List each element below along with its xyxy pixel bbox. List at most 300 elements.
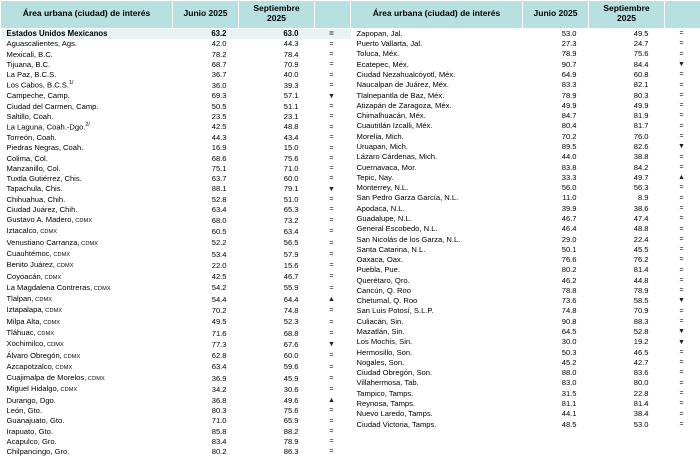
trend-equal-icon: = [665,90,700,100]
cell-septiembre-value: 70.9 [589,306,665,316]
header-junio: Junio 2025 [173,1,239,29]
cell-septiembre-value: 79.1 [239,184,315,194]
right-column-block [350,0,700,441]
trend-equal-icon: = [315,122,351,133]
cell-junio-value: 53.4 [173,249,239,260]
trend-down-icon: ▼ [665,296,700,306]
table-row [351,378,700,388]
table-row [351,327,700,337]
cell-junio-value: 78.8 [523,286,589,296]
table-row [1,101,351,111]
cell-area: Puebla, Pue. [351,265,523,275]
cell-area: Tláhuac, CDMX [1,328,173,339]
cell-septiembre-value: 73.2 [239,215,315,226]
header-area: Área urbana (ciudad) de interés [1,1,173,29]
cell-area: Cancún, Q. Roo [351,286,523,296]
table-row [1,362,351,373]
cell-area: Venustiano Carranza, CDMX [1,237,173,248]
cell-septiembre-value: 78.4 [239,49,315,59]
trend-up-icon: ▲ [315,395,351,405]
cell-area: Zapopan, Jal. [351,28,523,39]
cell-septiembre-value: 46.7 [239,271,315,282]
area-qualifier: CDMX [80,241,99,247]
cell-septiembre-value: 74.8 [239,305,315,316]
table-row [351,142,700,152]
table-row [1,271,351,282]
table-row [1,426,351,436]
cell-septiembre-value: 48.8 [589,224,665,234]
cell-area: La Laguna, Coah.-Dgo.$^{2/}$ [1,122,173,133]
cell-septiembre-value: 81.4 [589,265,665,275]
cell-area: La Paz, B.C.S. [1,70,173,80]
cell-area: Colima, Col. [1,153,173,163]
cell-junio-value: 27.3 [523,39,589,49]
cell-area: Saltillo, Coah. [1,112,173,122]
table-row [1,194,351,204]
cell-septiembre-value: 80.0 [589,378,665,388]
trend-equal-icon: = [315,80,351,91]
table-row [351,244,700,254]
header-junio: Junio 2025 [523,1,589,29]
area-qualifier: CDMX [36,331,55,337]
table-row [1,416,351,426]
cell-septiembre-value: 38.8 [589,152,665,162]
trend-equal-icon: = [665,80,700,90]
area-qualifier: CDMX [86,376,105,382]
table-row [1,384,351,395]
cell-area: Ciudad Nezahualcóyotl, Méx. [351,70,523,80]
cell-septiembre-value: 80.3 [589,90,665,100]
cell-junio-value: 60.5 [173,226,239,237]
cell-junio-value: 68.6 [173,153,239,163]
cell-septiembre-value: 46.5 [589,347,665,357]
cell-junio-value: 64.5 [523,327,589,337]
table-row [1,80,351,91]
table-row [1,373,351,384]
cell-septiembre-value: 75.6 [239,406,315,416]
cell-junio-value: 44.3 [173,133,239,143]
cell-area: Aguascalientes, Ags. [1,39,173,49]
cell-area: Benito Juárez, CDMX [1,260,173,271]
cell-septiembre-value: 57.1 [239,91,315,101]
cell-septiembre-value: 15.0 [239,143,315,153]
trend-down-icon: ▼ [315,91,351,101]
cell-area: Naucalpan de Juárez, Méx. [351,80,523,90]
table-row [351,111,700,121]
cell-area: Oaxaca, Oax. [351,255,523,265]
trend-equal-icon: = [315,39,351,49]
cell-junio-value: 36.0 [173,80,239,91]
cell-septiembre-value: 64.4 [239,294,315,305]
cell-area: Querétaro, Qro. [351,275,523,285]
cell-junio-value: 50.5 [173,101,239,111]
area-qualifier: CDMX [39,229,58,235]
cell-septiembre-value: 84.2 [589,162,665,172]
table-row [1,226,351,237]
cell-junio-value: 46.2 [523,275,589,285]
table-row [351,152,700,162]
table-row [1,406,351,416]
table-row [1,174,351,184]
cell-area: Miguel Hidalgo, CDMX [1,384,173,395]
table-row [351,90,700,100]
cell-junio-value: 80.4 [523,121,589,131]
cell-junio-value: 63.4 [173,205,239,215]
cell-septiembre-value: 39.3 [239,80,315,91]
table-row [351,121,700,131]
cell-area: Nogales, Son. [351,358,523,368]
trend-equal-icon: = [665,244,700,254]
cell-junio-value: 42.0 [173,39,239,49]
header-septiembre: Septiembre 2025 [589,1,665,29]
cell-area: Chetumal, Q. Roo [351,296,523,306]
table-row [351,224,700,234]
trend-equal-icon: = [315,60,351,70]
trend-equal-icon: = [665,183,700,193]
table-row [351,306,700,316]
table-row [1,49,351,59]
cell-area: Durango, Dgo. [1,395,173,405]
cell-area: Mexicali, B.C. [1,49,173,59]
footnote-marker: 1/ [69,80,73,86]
cell-septiembre-value: 47.4 [589,214,665,224]
trend-equal-icon: = [665,121,700,131]
trend-down-icon: ▼ [665,327,700,337]
trend-equal-icon: = [315,249,351,260]
trend-equal-icon: = [665,368,700,378]
trend-equal-icon: = [665,203,700,213]
area-qualifier: CDMX [59,387,78,393]
cell-area: San Luis Potosí, S.L.P. [351,306,523,316]
trend-equal-icon: = [315,406,351,416]
trend-equal-icon: = [315,316,351,327]
footnote-marker: 2/ [85,122,89,128]
table-row [1,133,351,143]
cell-septiembre-value: 8.9 [589,193,665,203]
cell-area: Cuajimalpa de Morelos, CDMX [1,373,173,384]
trend-equal-icon: = [315,153,351,163]
cell-septiembre-value: 60.8 [589,70,665,80]
cell-septiembre-value: 59.6 [239,362,315,373]
cell-junio-value: 78.9 [523,90,589,100]
cell-septiembre-value: 56.3 [589,183,665,193]
table-row [1,39,351,49]
trend-equal-icon: = [665,131,700,141]
cell-junio-value: 54.4 [173,294,239,305]
cell-septiembre-value: 88.2 [239,426,315,436]
cell-junio-value: 49.9 [523,101,589,111]
cell-area: Tuxtla Gutiérrez, Chis. [1,174,173,184]
cell-septiembre-value: 84.4 [589,59,665,69]
trend-equal-icon: = [315,426,351,436]
trend-up-icon: ▲ [665,172,700,182]
cell-septiembre-value: 76.2 [589,255,665,265]
table-row [351,399,700,409]
cell-area: Campeche, Camp. [1,91,173,101]
trend-up-icon: ▲ [315,294,351,305]
cell-area: Ciudad Obregón, Son. [351,368,523,378]
cell-septiembre-value: 53.0 [589,419,665,429]
trend-equal-icon: = [665,347,700,357]
cell-septiembre-value: 52.3 [239,316,315,327]
cell-septiembre-value: 15.6 [239,260,315,271]
cell-area: Ciudad Juárez, Chih. [1,205,173,215]
trend-equal-icon: = [315,112,351,122]
cell-junio-value: 80.3 [173,406,239,416]
cell-septiembre-value: 38.4 [589,409,665,419]
table-row [351,419,700,429]
table-row [1,283,351,294]
cell-septiembre-value: 51.0 [239,194,315,204]
cell-area: Tepic, Nay. [351,172,523,182]
table-row [1,328,351,339]
trend-equal-icon: = [315,362,351,373]
cell-area: Manzanillo, Col. [1,163,173,173]
cell-area: Ecatepec, Méx. [351,59,523,69]
cell-junio-value: 50.1 [523,244,589,254]
cell-septiembre-value: 88.3 [589,316,665,326]
table-row [351,131,700,141]
cell-area: Irapuato, Gto. [1,426,173,436]
table-row [351,358,700,368]
left-table-header [1,1,351,29]
cell-septiembre-value: 23.1 [239,112,315,122]
cell-septiembre-value: 78.9 [589,286,665,296]
cell-area: León, Gto. [1,406,173,416]
table-row [351,49,700,59]
trend-equal-icon: = [315,226,351,237]
cell-area: Lázaro Cárdenas, Mich. [351,152,523,162]
trend-equal-icon: = [665,286,700,296]
cell-junio-value: 36.9 [173,373,239,384]
cell-junio-value: 76.6 [523,255,589,265]
table-row [351,275,700,285]
trend-equal-icon: = [315,215,351,226]
cell-septiembre-value: 82.1 [589,80,665,90]
trend-down-icon: ▼ [315,184,351,194]
cell-area: Iztapalapa, CDMX [1,305,173,316]
cell-area: Santa Catarina, N.L. [351,244,523,254]
table-row [1,70,351,80]
cell-septiembre-value: 71.0 [239,163,315,173]
table-row [1,28,351,39]
table-row [351,214,700,224]
cell-junio-value: 68.7 [173,60,239,70]
cell-septiembre-value: 51.1 [239,101,315,111]
table-row [351,203,700,213]
cell-septiembre-value: 45.5 [589,244,665,254]
trend-down-icon: ▼ [315,339,351,350]
cell-septiembre-value: 75.6 [239,153,315,163]
cell-septiembre-value: 82.6 [589,142,665,152]
trend-equal-icon: = [665,275,700,285]
cell-junio-value: 23.5 [173,112,239,122]
table-row [351,70,700,80]
trend-equal-icon: = [315,163,351,173]
cell-junio-value: 36.7 [173,70,239,80]
table-row [351,193,700,203]
area-qualifier: CDMX [45,342,64,348]
table-row [351,265,700,275]
cell-junio-value: 45.2 [523,358,589,368]
cell-junio-value: 48.5 [523,419,589,429]
cell-junio-value: 69.3 [173,91,239,101]
cell-septiembre-value: 78.9 [239,436,315,446]
header-septiembre: Septiembre 2025 [239,1,315,29]
cell-area: Tijuana, B.C. [1,60,173,70]
trend-equal-icon: = [315,283,351,294]
cell-junio-value: 52.8 [173,194,239,204]
table-row [1,163,351,173]
trend-equal-icon: = [665,409,700,419]
cell-area: Iztacalco, CDMX [1,226,173,237]
cell-septiembre-value: 38.6 [589,203,665,213]
cell-area: Torreón, Coah. [1,133,173,143]
cell-junio-value: 83.3 [523,80,589,90]
cell-septiembre-value: 81.4 [589,399,665,409]
cell-junio-value: 85.8 [173,426,239,436]
cell-area: Atizapán de Zaragoza, Méx. [351,101,523,111]
cell-area: Los Cabos, B.C.S.$^{1/}$ [1,80,173,91]
cell-area: Cuauhtémoc, CDMX [1,249,173,260]
trend-equal-icon: = [665,399,700,409]
area-qualifier: CDMX [43,275,62,281]
cell-area: San Nicolás de los Garza, N.L. [351,234,523,244]
trend-equal-icon: = [665,70,700,80]
cell-area: Los Mochis, Sin. [351,337,523,347]
cell-junio-value: 80.2 [523,265,589,275]
trend-equal-icon: = [665,101,700,111]
cell-area: Guanajuato, Gto. [1,416,173,426]
area-qualifier: CDMX [62,354,81,360]
trend-equal-icon: = [665,214,700,224]
cell-area: Gustavo A. Madero, CDMX [1,215,173,226]
trend-equal-icon: = [315,328,351,339]
table-row [351,286,700,296]
trend-equal-icon: = [665,28,700,39]
cell-area: Culiacán, Sin. [351,316,523,326]
cell-junio-value: 63.4 [173,362,239,373]
cell-junio-value: 36.8 [173,395,239,405]
table-row [1,294,351,305]
cell-junio-value: 71.0 [173,416,239,426]
cell-septiembre-value: 83.6 [589,368,665,378]
cell-junio-value: 73.6 [523,296,589,306]
cell-area: Apodaca, N.L. [351,203,523,213]
trend-down-icon: ▼ [665,142,700,152]
trend-equal-icon: = [315,373,351,384]
trend-equal-icon: = [665,378,700,388]
cell-area: Chilpancingo, Gro. [1,447,173,457]
trend-equal-icon: = [665,388,700,398]
table-row [351,59,700,69]
cell-area: Tlalnepantla de Baz, Méx. [351,90,523,100]
trend-equal-icon: = [315,133,351,143]
cell-junio-value: 53.0 [523,28,589,39]
trend-equal-icon: = [315,70,351,80]
right-table-body [351,28,700,429]
table-row [1,436,351,446]
trend-equal-icon: = [315,194,351,204]
cell-junio-value: 64.9 [523,70,589,80]
cell-area: Chihuahua, Chih. [1,194,173,204]
cell-junio-value: 90.8 [523,316,589,326]
table-row [351,316,700,326]
trend-equal-icon: = [315,260,351,271]
cell-junio-value: 88.1 [173,184,239,194]
cell-junio-value: 63.2 [173,28,239,39]
table-row [1,305,351,316]
cell-septiembre-value: 70.9 [239,60,315,70]
area-qualifier: CDMX [52,252,71,258]
table-row [1,237,351,248]
right-table-header [351,1,700,29]
cell-area: Uruapan, Mich. [351,142,523,152]
cell-septiembre-value: 45.9 [239,373,315,384]
trend-equal-icon: = [315,350,351,361]
table-row [1,316,351,327]
table-row [351,183,700,193]
trend-equal-icon: = [665,193,700,203]
cell-junio-value: 88.0 [523,368,589,378]
cell-area: Chimalhuacán, Méx. [351,111,523,121]
table-row [1,447,351,457]
cell-septiembre-value: 67.6 [239,339,315,350]
cell-junio-value: 31.5 [523,388,589,398]
cell-junio-value: 78.9 [523,49,589,59]
cell-septiembre-value: 68.8 [239,328,315,339]
trend-equal-icon: = [665,39,700,49]
cell-septiembre-value: 52.8 [589,327,665,337]
cell-septiembre-value: 60.0 [239,174,315,184]
cell-septiembre-value: 30.6 [239,384,315,395]
cell-septiembre-value: 75.6 [589,49,665,59]
cell-septiembre-value: 55.9 [239,283,315,294]
cell-septiembre-value: 65.3 [239,205,315,215]
area-qualifier: CDMX [54,365,73,371]
cell-junio-value: 30.0 [523,337,589,347]
cell-junio-value: 80.2 [173,447,239,457]
cell-septiembre-value: 40.0 [239,70,315,80]
cell-junio-value: 78.2 [173,49,239,59]
cell-septiembre-value: 22.4 [589,234,665,244]
cell-septiembre-value: 58.5 [589,296,665,306]
trend-down-icon: ▼ [665,59,700,69]
header-area: Área urbana (ciudad) de interés [351,1,523,29]
cell-junio-value: 34.2 [173,384,239,395]
cell-junio-value: 68.0 [173,215,239,226]
cell-area: General Escobedo, N.L. [351,224,523,234]
cell-junio-value: 90.7 [523,59,589,69]
cell-junio-value: 52.2 [173,237,239,248]
cell-septiembre-value: 22.8 [589,388,665,398]
area-qualifier: CDMX [55,263,74,269]
trend-equal-icon: = [665,111,700,121]
header-trend [315,1,351,29]
table-row [1,205,351,215]
trend-down-icon: ▼ [665,337,700,347]
cell-junio-value: 70.2 [173,305,239,316]
cell-area: Álvaro Obregón, CDMX [1,350,173,361]
cell-junio-value: 44.1 [523,409,589,419]
cell-area: Ciudad del Carmen, Camp. [1,101,173,111]
cell-septiembre-value: 86.3 [239,447,315,457]
area-qualifier: CDMX [92,286,111,292]
table-row [1,395,351,405]
cell-area: Hermosillo, Son. [351,347,523,357]
table-row [1,184,351,194]
trend-equal-icon: = [315,436,351,446]
